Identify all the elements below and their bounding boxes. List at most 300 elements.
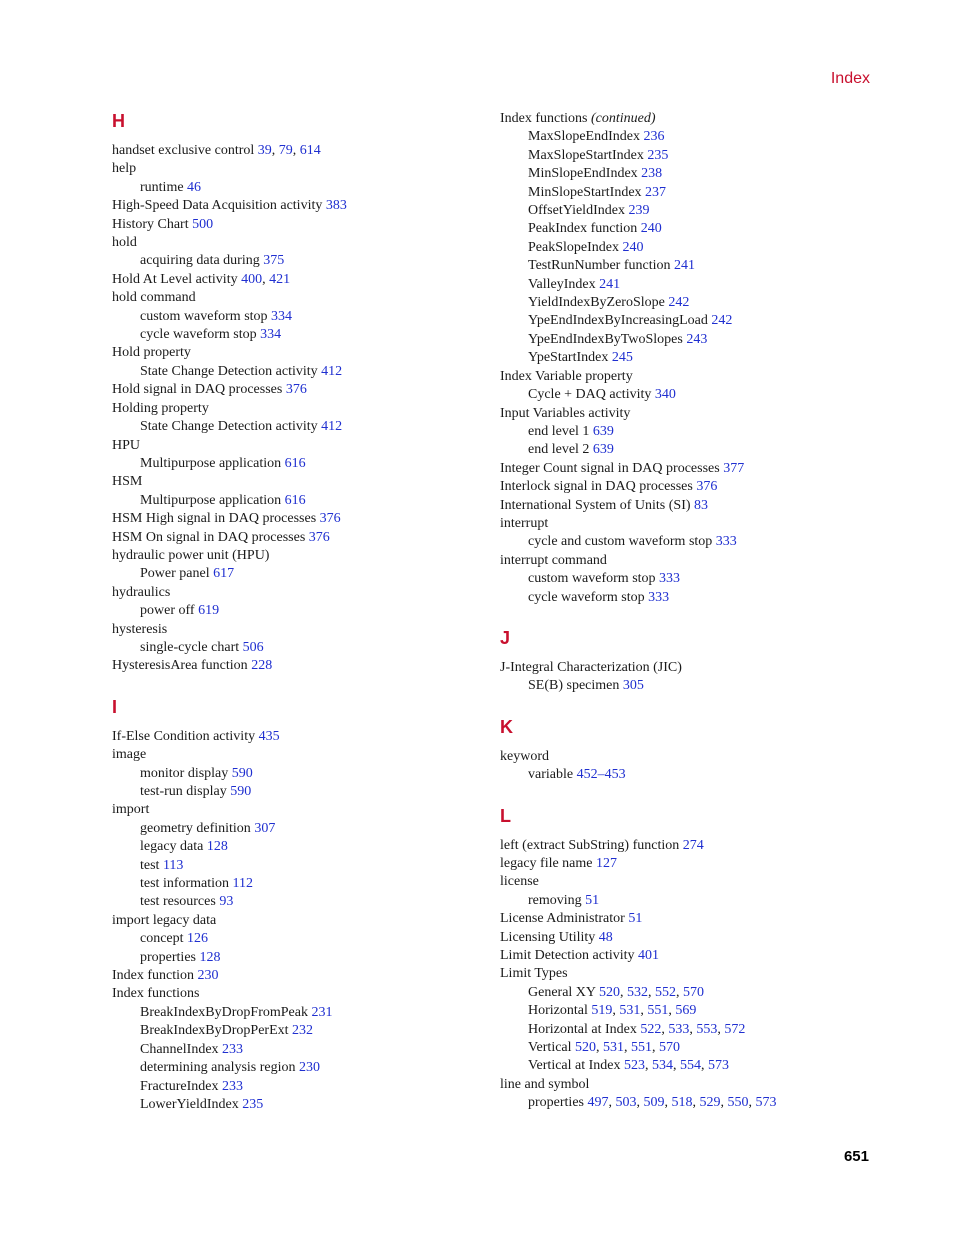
page-reference-link[interactable]: 51 <box>628 911 643 927</box>
index-subentry-ypeendindexbyincreasingload <box>500 312 880 330</box>
page-reference-link[interactable]: 242 <box>711 313 733 329</box>
page-reference-link[interactable]: 39 <box>257 143 272 158</box>
entry-term: end level 2 <box>528 442 590 458</box>
entry-term: variable <box>528 767 574 783</box>
page-reference-link[interactable]: 126 <box>187 931 209 947</box>
page-reference-link[interactable]: 333 <box>648 589 670 605</box>
index-subentry-valleyindex <box>500 276 880 294</box>
entry-term: single-cycle chart <box>140 639 240 655</box>
entry-term: State Change Detection activity <box>140 363 318 379</box>
entry-term: monitor display <box>140 765 229 781</box>
index-subentry-minslopeendindex <box>500 165 880 183</box>
entry-term: license <box>500 874 539 890</box>
page-reference-link[interactable]: 237 <box>645 184 667 200</box>
index-subentry-multipurpose-application <box>112 492 482 510</box>
page-reference-link[interactable]: 531 <box>619 1003 641 1019</box>
page-reference-link[interactable]: 333 <box>715 534 737 550</box>
index-subentry-breakindexbydropperext <box>112 1022 482 1040</box>
entry-term: Vertical <box>528 1040 572 1056</box>
page-number: 651 <box>843 1148 869 1165</box>
page-reference-link[interactable]: 616 <box>284 455 306 471</box>
index-subentry-ypeendindexbytwoslopes <box>500 331 880 349</box>
entry-term: Hold At Level activity <box>112 271 238 287</box>
index-subentry-loweryieldindex <box>112 1096 482 1114</box>
page-reference-link[interactable]: 233 <box>222 1041 244 1057</box>
entry-term: hold command <box>112 290 196 306</box>
index-subentry-custom-waveform-stop <box>112 308 482 326</box>
index-entry-hold <box>112 234 482 252</box>
page-reference-link[interactable]: 242 <box>668 295 690 311</box>
entry-term: International System of Units (SI) <box>500 497 691 513</box>
page-reference-link[interactable]: 128 <box>199 949 221 965</box>
index-entry-hold-signal-in-daq-processes <box>112 381 482 399</box>
page-reference-link[interactable]: 46 <box>187 179 202 195</box>
entry-term: hydraulic power unit (HPU) <box>112 547 270 563</box>
page-reference-link[interactable]: 307 <box>254 820 276 836</box>
entry-term: YpeEndIndexByTwoSlopes <box>528 331 683 347</box>
index-entry-interrupt <box>500 515 880 533</box>
page-reference-link[interactable]: 500 <box>192 216 214 232</box>
index-subentry-test <box>112 857 482 875</box>
entry-term: TestRunNumber function <box>528 258 671 274</box>
entry-term: FractureIndex <box>140 1078 219 1094</box>
index-entry-limit-detection-activity <box>500 947 880 965</box>
page-reference-link[interactable]: 241 <box>674 258 695 274</box>
entry-term: ValleyIndex <box>528 276 596 292</box>
entry-term: custom waveform stop <box>140 308 268 324</box>
entry-term: test <box>140 857 160 873</box>
page-reference-link[interactable]: 553 <box>696 1021 718 1037</box>
entry-term: handset exclusive control <box>112 143 255 158</box>
page-reference-link[interactable]: 383 <box>325 198 347 214</box>
entry-term: BreakIndexByDropPerExt <box>140 1023 289 1039</box>
entry-term: LowerYieldIndex <box>140 1096 239 1112</box>
entry-term: History Chart <box>112 216 189 232</box>
page-reference-link[interactable]: 235 <box>647 147 669 163</box>
page-reference-link[interactable]: 551 <box>631 1040 653 1056</box>
page-reference-link[interactable]: 376 <box>308 529 330 545</box>
section-spacer <box>500 785 880 805</box>
index-subentry-variable <box>500 766 880 784</box>
page-reference-link[interactable]: 83 <box>694 497 709 513</box>
entry-term: import <box>112 802 150 818</box>
section-heading-l: L <box>500 805 511 826</box>
section-heading-i: I <box>112 696 118 717</box>
index-subentry-single-cycle-chart <box>112 639 482 657</box>
page-reference-link[interactable]: 240 <box>622 239 644 255</box>
entry-term: MinSlopeEndIndex <box>528 166 638 182</box>
index-subentry-breakindexbydropfrompeak <box>112 1004 482 1022</box>
index-entry-integer-count-signal-in-daq-processes <box>500 460 880 478</box>
page-reference-link[interactable]: 532 <box>627 984 649 1000</box>
index-entry-holding-property <box>112 400 482 418</box>
index-entry-hsm-on-signal-in-daq-processes <box>112 529 482 547</box>
page-reference-link[interactable]: 551 <box>647 1003 669 1019</box>
page-reference-link[interactable]: 639 <box>592 442 614 458</box>
page-reference-link[interactable]: 452–453 <box>576 767 626 783</box>
index-subentry-custom-waveform-stop <box>500 570 880 588</box>
index-subentry-minslopestartindex <box>500 184 880 202</box>
page-reference-link[interactable]: 639 <box>592 423 614 439</box>
page-reference-link[interactable]: 590 <box>230 784 252 799</box>
page-reference-link[interactable]: 233 <box>222 1078 244 1094</box>
entry-term: power off <box>140 603 195 619</box>
index-subentry-monitor-display <box>112 765 482 783</box>
page-reference-link[interactable]: 573 <box>708 1058 730 1074</box>
page-reference-link[interactable]: 534 <box>652 1058 674 1074</box>
index-subentry-end-level-1 <box>500 423 880 441</box>
entry-term: Input Variables activity <box>500 405 631 421</box>
entry-term: determining analysis region <box>140 1060 296 1076</box>
entry-term: properties <box>528 1095 584 1111</box>
entry-term: legacy data <box>140 839 204 855</box>
index-subentry-maxslopestartindex <box>500 147 880 165</box>
entry-term: acquiring data during <box>140 253 260 269</box>
index-entry-hysteresisarea-function <box>112 657 482 675</box>
index-entry-j-integral-characterization-jic <box>500 659 880 677</box>
index-subentry-removing <box>500 892 880 910</box>
index-entry-hold-property <box>112 344 482 362</box>
index-subentry-concept <box>112 930 482 948</box>
page-reference-link[interactable]: 238 <box>641 166 663 182</box>
index-entry-import-legacy-data <box>112 912 482 930</box>
index-subentry-cycle-daq-activity <box>500 386 880 404</box>
index-entry-license-administrator <box>500 910 880 928</box>
page-reference-link[interactable]: 550 <box>727 1095 749 1111</box>
index-entry-index-functions <box>500 110 880 128</box>
page-reference-link[interactable]: 573 <box>755 1095 777 1111</box>
index-subentry-vertical: Vertical 520, 531, 551, 570 <box>528 1040 681 1056</box>
entry-term: Power panel <box>140 566 210 582</box>
page-reference-link[interactable]: 590 <box>231 765 253 781</box>
page-reference-link[interactable]: 305 <box>622 678 644 694</box>
index-entry-image <box>112 746 482 764</box>
entry-term: HysteresisArea function <box>112 658 248 674</box>
index-subentry-runtime <box>112 179 482 197</box>
entry-term: BreakIndexByDropFromPeak <box>140 1004 308 1020</box>
index-entry-hysteresis <box>112 621 482 639</box>
page-reference-link[interactable]: 236 <box>643 129 665 145</box>
page-reference-link[interactable]: 93 <box>219 894 234 910</box>
entry-term: geometry definition <box>140 820 251 836</box>
index-subentry-legacy-data <box>112 838 482 856</box>
entry-term: import legacy data <box>112 912 217 928</box>
index-subentry-acquiring-data-during <box>112 252 482 270</box>
entry-term: custom waveform stop <box>528 571 656 587</box>
entry-term: Index functions <box>500 111 588 126</box>
page-reference-link[interactable]: 569 <box>675 1003 697 1019</box>
index-subentry-fractureindex <box>112 1078 482 1096</box>
index-subentry-state-change-detection-activity <box>112 363 482 381</box>
entry-term: If-Else Condition activity <box>112 728 256 744</box>
entry-term: Vertical at Index <box>528 1058 621 1074</box>
page-reference-link[interactable]: 523 <box>624 1058 646 1074</box>
page-reference-link[interactable]: 497 <box>587 1095 609 1111</box>
page-reference-link[interactable]: 377 <box>723 460 745 476</box>
page-reference-link[interactable]: 616 <box>284 492 306 508</box>
page-reference-link[interactable]: 506 <box>242 639 264 655</box>
entry-term: High-Speed Data Acquisition activity <box>112 198 323 214</box>
entry-term: PeakIndex function <box>528 221 638 237</box>
page-reference-link[interactable]: 51 <box>585 892 600 908</box>
entry-term: Multipurpose application <box>140 455 282 471</box>
page-reference-link[interactable]: 128 <box>206 839 228 855</box>
page-reference-link[interactable]: 572 <box>724 1021 746 1037</box>
page-reference-link[interactable]: 401 <box>638 948 660 964</box>
entry-term: hold <box>112 235 137 251</box>
entry-term: cycle and custom waveform stop <box>528 534 713 550</box>
entry-term: left (extract SubString) function <box>500 837 680 853</box>
entry-term: MinSlopeStartIndex <box>528 184 642 200</box>
page-reference-link[interactable]: 241 <box>599 276 621 292</box>
entry-term: MaxSlopeEndIndex <box>528 129 640 145</box>
entry-term: HSM <box>112 474 143 490</box>
index-entry-history-chart <box>112 216 482 234</box>
page-reference-link[interactable]: 334 <box>260 327 282 343</box>
index-column-right <box>500 110 880 1113</box>
index-subentry-maxslopeendindex <box>500 128 880 146</box>
running-header: Index <box>830 70 870 87</box>
entry-term: Limit Types <box>500 966 568 982</box>
index-subentry-ypestartindex <box>500 349 880 367</box>
index-entry-input-variables-activity <box>500 405 880 423</box>
page-reference-link[interactable]: 529 <box>699 1095 721 1111</box>
page-reference-link[interactable]: 48 <box>598 929 613 945</box>
page-reference-link[interactable]: 333 <box>659 571 681 587</box>
index-subentry-vertical-at-index: Vertical at Index 523, 534, 554, 573 <box>528 1058 730 1074</box>
page-reference-link[interactable]: 245 <box>611 350 633 366</box>
index-subentry-offsetyieldindex <box>500 202 880 220</box>
index-entry-hydraulic-power-unit-hpu <box>112 547 482 565</box>
entry-term: Hold signal in DAQ processes <box>112 382 283 398</box>
entry-term: properties <box>140 949 196 965</box>
entry-term: Horizontal at Index <box>528 1021 637 1037</box>
entry-term: help <box>112 161 137 177</box>
entry-term: MaxSlopeStartIndex <box>528 147 644 163</box>
section-heading-h: H <box>112 111 125 131</box>
entry-term: legacy file name <box>500 856 593 871</box>
entry-term: Index functions <box>112 986 200 1002</box>
entry-term: YpeStartIndex <box>528 350 609 366</box>
page-reference-link[interactable]: 519 <box>591 1003 613 1019</box>
index-subentry-cycle-waveform-stop <box>112 326 482 344</box>
entry-term: line and symbol <box>500 1076 590 1092</box>
index-subentry-peakslopeindex <box>500 239 880 257</box>
index-entry-high-speed-data-acquisition-activity <box>112 197 482 215</box>
page-reference-link[interactable]: 376 <box>285 382 307 398</box>
page-reference-link[interactable]: 520 <box>575 1040 597 1056</box>
page-reference-link[interactable]: 231 <box>311 1004 333 1020</box>
entry-term: Index function <box>112 968 195 984</box>
entry-term: test resources <box>140 894 216 910</box>
index-entry-if-else-condition-activity <box>112 728 482 746</box>
page-reference-link[interactable]: 228 <box>251 658 273 674</box>
page-reference-link[interactable]: 400 <box>241 271 263 287</box>
page-reference-link[interactable]: 554 <box>680 1058 702 1074</box>
index-entry-legacy-file-name <box>500 855 880 873</box>
entry-term: YpeEndIndexByIncreasingLoad <box>528 313 708 329</box>
entry-term: keyword <box>500 748 549 764</box>
page-reference-link[interactable]: 421 <box>269 271 291 287</box>
section-spacer <box>500 607 880 627</box>
page-reference-link[interactable]: 412 <box>321 419 343 435</box>
entry-term: HSM On signal in DAQ processes <box>112 529 306 545</box>
entry-term: YieldIndexByZeroSlope <box>528 295 665 311</box>
entry-term: General XY <box>528 984 596 1000</box>
entry-term: end level 1 <box>528 423 590 439</box>
entry-term: ChannelIndex <box>140 1041 219 1057</box>
entry-term: J-Integral Characterization (JIC) <box>500 659 682 675</box>
page-reference-link[interactable]: 570 <box>659 1040 681 1056</box>
entry-term: Holding property <box>112 400 209 416</box>
index-entry-index-functions <box>112 985 482 1003</box>
index-subentry-channelindex <box>112 1041 482 1059</box>
entry-term: HPU <box>112 437 141 453</box>
index-subentry-test-resources <box>112 893 482 911</box>
index-subentry-horizontal-at-index: Horizontal at Index 522, 533, 553, 572 <box>528 1021 746 1037</box>
entry-term: cycle waveform stop <box>528 589 645 605</box>
index-entry-limit-types <box>500 965 880 983</box>
page-reference-link[interactable]: 334 <box>271 308 293 324</box>
index-entry-licensing-utility <box>500 929 880 947</box>
index-entry-international-system-of-units-si <box>500 497 880 515</box>
entry-term: Cycle + DAQ activity <box>528 387 652 403</box>
index-subentry-yieldindexbyzeroslope <box>500 294 880 312</box>
entry-term: OffsetYieldIndex <box>528 203 625 219</box>
index-entry-index-variable-property <box>500 368 880 386</box>
index-subentry-properties: properties 497, 503, 509, 518, 529, 550, 573 <box>528 1095 777 1111</box>
page-reference-link[interactable]: 522 <box>640 1021 662 1037</box>
entry-term: hysteresis <box>112 621 168 637</box>
page-reference-link[interactable]: 520 <box>599 984 621 1000</box>
page-reference-link[interactable]: 274 <box>682 837 704 853</box>
index-entry-license <box>500 873 880 891</box>
entry-term: Licensing Utility <box>500 929 596 945</box>
page-reference-link[interactable]: 552 <box>655 984 677 1000</box>
entry-term: State Change Detection activity <box>140 419 318 435</box>
index-subentry-horizontal: Horizontal 519, 531, 551, 569 <box>528 1003 697 1019</box>
index-subentry-power-off <box>112 602 482 620</box>
page-reference-link[interactable]: 232 <box>292 1023 314 1039</box>
entry-term: hydraulics <box>112 584 171 600</box>
section-heading-k: K <box>500 716 513 737</box>
entry-term: Index Variable property <box>500 368 633 384</box>
page-reference-link[interactable]: 617 <box>213 566 235 582</box>
index-entry-help <box>112 160 482 178</box>
entry-term: cycle waveform stop <box>140 327 257 343</box>
page-reference-link[interactable]: 230 <box>197 968 219 984</box>
page-reference-link[interactable]: 503 <box>615 1095 637 1111</box>
index-subentry-testrunnumber-function <box>500 257 880 275</box>
index-entry-index-function <box>112 967 482 985</box>
entry-term: Interlock signal in DAQ processes <box>500 479 693 495</box>
entry-term: image <box>112 747 147 763</box>
entry-term: Multipurpose application <box>140 492 282 508</box>
page-reference-link[interactable]: 570 <box>683 984 705 1000</box>
page-reference-link[interactable]: 375 <box>263 253 285 269</box>
index-subentry-cycle-and-custom-waveform-stop <box>500 533 880 551</box>
page-reference-link[interactable]: 509 <box>643 1095 665 1111</box>
page-reference-link[interactable]: 240 <box>640 221 662 237</box>
index-entry-hsm-high-signal-in-daq-processes <box>112 510 482 528</box>
index-entry-line-and-symbol <box>500 1076 880 1094</box>
index-subentry-multipurpose-application <box>112 455 482 473</box>
index-entry-keyword <box>500 748 880 766</box>
entry-term: runtime <box>140 179 184 195</box>
index-entry-left-extract-substring-function <box>500 837 880 855</box>
continued-note: (continued) <box>590 111 656 126</box>
entry-term: Horizontal <box>528 1003 588 1019</box>
page-reference-link[interactable]: 614 <box>299 143 321 158</box>
index-subentry-state-change-detection-activity <box>112 418 482 436</box>
index-column-left <box>112 110 482 1114</box>
index-entry-import <box>112 801 482 819</box>
entry-term: PeakSlopeIndex <box>528 239 619 255</box>
entry-term: removing <box>528 892 582 908</box>
entry-term: Integer Count signal in DAQ processes <box>500 460 720 476</box>
page-reference-link[interactable]: 376 <box>319 511 341 527</box>
index-subentry-test-information <box>112 875 482 893</box>
entry-term: License Administrator <box>500 911 625 927</box>
index-entry-hpu <box>112 437 482 455</box>
index-entry-hold-command <box>112 289 482 307</box>
index-subentry-determining-analysis-region <box>112 1059 482 1077</box>
page-reference-link[interactable]: 376 <box>696 479 718 495</box>
page-reference-link[interactable]: 533 <box>668 1021 690 1037</box>
section-heading-j: J <box>500 627 511 648</box>
page-reference-link[interactable]: 531 <box>603 1040 625 1056</box>
page-reference-link[interactable]: 239 <box>628 203 650 219</box>
entry-term: interrupt <box>500 515 549 531</box>
index-subentry-se-b-specimen <box>500 677 880 695</box>
entry-term: interrupt command <box>500 552 607 568</box>
page-reference-link[interactable]: 412 <box>321 363 343 379</box>
index-subentry-power-panel <box>112 565 482 583</box>
index-subentry-geometry-definition <box>112 820 482 838</box>
index-entry-hold-at-level-activity: Hold At Level activity 400, 421 <box>112 271 291 287</box>
entry-term: Hold property <box>112 345 191 361</box>
entry-term: concept <box>140 931 184 947</box>
page-reference-link[interactable]: 235 <box>242 1096 264 1112</box>
index-subentry-properties <box>112 949 482 967</box>
entry-term: SE(B) specimen <box>528 678 620 694</box>
index-entry-handset-exclusive-control: handset exclusive control 39, 79, 614 <box>112 143 321 158</box>
section-spacer <box>500 696 880 716</box>
page-reference-link[interactable]: 230 <box>299 1060 321 1076</box>
index-entry-hsm <box>112 473 482 491</box>
page-reference-link[interactable]: 113 <box>162 857 184 873</box>
page-reference-link[interactable]: 127 <box>596 856 618 871</box>
index-subentry-test-run-display <box>112 783 482 801</box>
index-subentry-end-level-2 <box>500 441 880 459</box>
page-reference-link[interactable]: 518 <box>671 1095 693 1111</box>
page-reference-link[interactable]: 243 <box>686 331 708 347</box>
index-subentry-cycle-waveform-stop <box>500 589 880 607</box>
entry-term: Limit Detection activity <box>500 948 635 964</box>
page-reference-link[interactable]: 112 <box>232 876 254 892</box>
page-reference-link[interactable]: 340 <box>654 387 676 403</box>
index-entry-hydraulics <box>112 584 482 602</box>
index-entry-interrupt-command <box>500 552 880 570</box>
index-subentry-general-xy: General XY 520, 532, 552, 570 <box>528 984 705 1000</box>
page-reference-link[interactable]: 619 <box>198 603 220 619</box>
page-reference-link[interactable]: 435 <box>258 728 280 744</box>
entry-term: test-run display <box>140 784 227 799</box>
page-reference-link[interactable]: 79 <box>278 143 293 158</box>
index-entry-interlock-signal-in-daq-processes <box>500 478 880 496</box>
section-spacer <box>112 676 482 696</box>
index-subentry-peakindex-function <box>500 220 880 238</box>
